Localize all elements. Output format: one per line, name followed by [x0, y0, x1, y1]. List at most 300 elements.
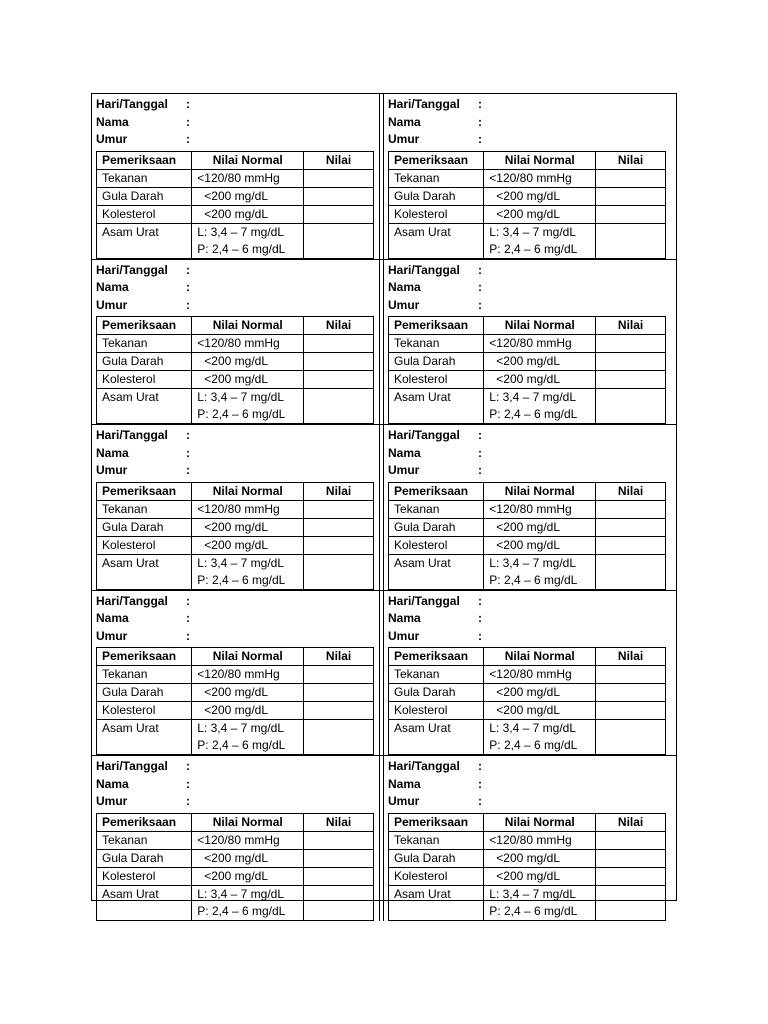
exam-name-cell: Gula Darah [389, 684, 484, 702]
normal-value-cell: <120/80 mmHg [192, 169, 304, 187]
value-input-cell[interactable] [596, 720, 666, 755]
exam-name-cell: Asam Urat [389, 554, 484, 589]
value-input-cell[interactable] [304, 684, 374, 702]
normal-value-cell [484, 720, 596, 755]
age-row [96, 462, 377, 480]
normal-male-text: L: 3,4 – 7 mg/dL [197, 886, 285, 901]
table-row [389, 536, 666, 554]
date-row [96, 427, 377, 445]
name-row [96, 445, 377, 463]
table-row [97, 702, 374, 720]
normal-value-cell: <200 mg/dL [484, 536, 596, 554]
normal-value-cell: <120/80 mmHg [192, 666, 304, 684]
value-input-cell[interactable] [304, 702, 374, 720]
table-row [97, 169, 374, 187]
table-row [97, 353, 374, 371]
normal-value-cell [192, 720, 304, 755]
value-input-cell[interactable] [596, 371, 666, 389]
date-label: Hari/Tanggal [96, 759, 168, 773]
exam-name-cell: Kolesterol [389, 867, 484, 885]
exam-header-row [389, 317, 666, 335]
name-row [388, 114, 670, 132]
exam-name-cell: Asam Urat [97, 720, 192, 755]
normal-male-text: L: 3,4 – 7 mg/dL [489, 224, 577, 239]
exam-name-cell: Tekanan [97, 831, 192, 849]
normal-header: Nilai Normal [192, 151, 304, 169]
value-header: Nilai [304, 482, 374, 500]
normal-value-cell: <120/80 mmHg [484, 831, 596, 849]
age-colon: : [478, 463, 482, 477]
exam-name-cell: Gula Darah [389, 187, 484, 205]
exam-name-cell: Kolesterol [97, 702, 192, 720]
date-row [96, 96, 377, 114]
name-colon: : [186, 280, 190, 294]
age-label: Umur [388, 794, 420, 808]
table-row [389, 702, 666, 720]
exam-table [388, 316, 666, 424]
patient-card [92, 260, 384, 426]
table-row [97, 684, 374, 702]
value-header: Nilai [304, 813, 374, 831]
age-label: Umur [388, 463, 420, 477]
age-row [96, 793, 377, 811]
normal-value-cell: <200 mg/dL [192, 849, 304, 867]
normal-value-cell [484, 389, 596, 424]
exam-name-cell: Kolesterol [97, 867, 192, 885]
exam-name-cell: Asam Urat [97, 554, 192, 589]
date-label: Hari/Tanggal [388, 428, 460, 442]
value-input-cell[interactable] [304, 867, 374, 885]
value-input-cell[interactable] [304, 849, 374, 867]
normal-header: Nilai Normal [484, 813, 596, 831]
exam-name-cell: Tekanan [97, 500, 192, 518]
exam-name-cell: Kolesterol [97, 205, 192, 223]
normal-value-cell [192, 223, 304, 258]
name-label: Nama [388, 611, 421, 625]
normal-value-cell: <120/80 mmHg [484, 335, 596, 353]
exam-name-cell: Asam Urat [389, 720, 484, 755]
value-input-cell[interactable] [596, 205, 666, 223]
exam-header: Pemeriksaan [97, 317, 192, 335]
table-row [97, 518, 374, 536]
value-input-cell[interactable] [596, 518, 666, 536]
age-colon: : [186, 628, 190, 643]
normal-female-text: P: 2,4 – 6 mg/dL [489, 738, 578, 752]
exam-table [96, 482, 374, 590]
normal-header: Nilai Normal [192, 482, 304, 500]
exam-table [388, 151, 666, 259]
exam-table [96, 316, 374, 424]
normal-header: Nilai Normal [484, 482, 596, 500]
exam-name-cell: Kolesterol [389, 536, 484, 554]
exam-header-row [389, 482, 666, 500]
table-row [97, 666, 374, 684]
exam-name-cell: Kolesterol [389, 371, 484, 389]
value-input-cell[interactable] [304, 831, 374, 849]
name-colon: : [186, 611, 190, 625]
table-row [389, 187, 666, 205]
table-row [97, 831, 374, 849]
normal-value-cell [484, 554, 596, 589]
exam-name-cell: Asam Urat [389, 389, 484, 424]
exam-name-cell: Tekanan [389, 666, 484, 684]
patient-card [384, 260, 676, 426]
table-row [389, 335, 666, 353]
name-label: Nama [388, 776, 421, 791]
age-label: Umur [96, 132, 128, 146]
patient-card [92, 425, 384, 591]
exam-table [96, 151, 374, 259]
age-colon: : [186, 297, 190, 312]
name-row [96, 279, 377, 297]
name-label: Nama [388, 280, 421, 294]
normal-male-text: L: 3,4 – 7 mg/dL [197, 721, 285, 735]
normal-value-cell: <120/80 mmHg [484, 666, 596, 684]
exam-table [388, 647, 666, 755]
normal-value-cell: <120/80 mmHg [192, 500, 304, 518]
value-input-cell[interactable] [596, 335, 666, 353]
name-colon: : [186, 445, 190, 460]
table-row [97, 720, 374, 755]
normal-value-cell: <200 mg/dL [484, 684, 596, 702]
date-label: Hari/Tanggal [96, 262, 168, 277]
exam-name-cell: Tekanan [389, 831, 484, 849]
value-input-cell[interactable] [596, 187, 666, 205]
value-input-cell[interactable] [596, 500, 666, 518]
table-row [389, 371, 666, 389]
value-input-cell[interactable] [596, 849, 666, 867]
exam-name-cell: Asam Urat [389, 885, 484, 920]
value-input-cell[interactable] [596, 831, 666, 849]
name-label: Nama [96, 776, 129, 791]
value-input-cell[interactable] [304, 223, 374, 258]
exam-name-cell: Asam Urat [97, 389, 192, 424]
exam-table [388, 482, 666, 590]
date-colon: : [478, 262, 482, 277]
table-row [97, 187, 374, 205]
exam-header: Pemeriksaan [97, 813, 192, 831]
patient-card [92, 756, 384, 921]
normal-value-cell: <200 mg/dL [192, 518, 304, 536]
table-row [97, 867, 374, 885]
date-colon: : [478, 759, 482, 773]
value-input-cell[interactable] [304, 205, 374, 223]
age-label: Umur [96, 628, 128, 643]
exam-name-cell: Kolesterol [97, 371, 192, 389]
age-colon: : [478, 628, 482, 643]
value-input-cell[interactable] [596, 554, 666, 589]
normal-value-cell: <200 mg/dL [192, 205, 304, 223]
normal-header: Nilai Normal [192, 317, 304, 335]
exam-name-cell: Gula Darah [97, 518, 192, 536]
age-row [388, 297, 670, 315]
name-row [388, 445, 670, 463]
exam-table [388, 813, 666, 921]
patient-card [92, 591, 384, 757]
name-label: Nama [388, 114, 421, 129]
value-input-cell[interactable] [304, 500, 374, 518]
normal-value-cell: <200 mg/dL [484, 187, 596, 205]
value-input-cell[interactable] [596, 666, 666, 684]
normal-value-cell: <200 mg/dL [484, 867, 596, 885]
exam-header-row [389, 813, 666, 831]
normal-value-cell: <200 mg/dL [192, 371, 304, 389]
value-input-cell[interactable] [596, 885, 666, 920]
table-row [97, 849, 374, 867]
normal-value-cell [484, 885, 596, 920]
date-row [96, 758, 377, 776]
exam-header-row [97, 813, 374, 831]
exam-table [96, 813, 374, 921]
value-input-cell[interactable] [596, 169, 666, 187]
table-row [389, 500, 666, 518]
name-row [388, 776, 670, 794]
normal-male-text: L: 3,4 – 7 mg/dL [197, 224, 285, 239]
normal-value-cell: <200 mg/dL [484, 518, 596, 536]
patient-card [384, 94, 676, 260]
table-row [97, 500, 374, 518]
name-colon: : [186, 776, 190, 791]
table-row [389, 223, 666, 258]
age-row [388, 793, 670, 811]
value-input-cell[interactable] [596, 536, 666, 554]
table-row [97, 389, 374, 424]
normal-value-cell: <200 mg/dL [484, 371, 596, 389]
table-row [97, 335, 374, 353]
table-row [97, 223, 374, 258]
age-label: Umur [96, 794, 128, 808]
value-input-cell[interactable] [304, 720, 374, 755]
date-colon: : [478, 593, 482, 608]
exam-name-cell: Gula Darah [97, 849, 192, 867]
normal-header: Nilai Normal [484, 317, 596, 335]
value-input-cell[interactable] [304, 666, 374, 684]
name-colon: : [186, 114, 190, 129]
patient-card [384, 425, 676, 591]
date-row [388, 593, 670, 611]
date-row [388, 96, 670, 114]
value-input-cell[interactable] [596, 867, 666, 885]
value-header: Nilai [596, 317, 666, 335]
age-row [388, 628, 670, 646]
table-row [389, 169, 666, 187]
date-row [96, 262, 377, 280]
exam-name-cell: Gula Darah [97, 684, 192, 702]
value-input-cell[interactable] [596, 223, 666, 258]
normal-male-text: L: 3,4 – 7 mg/dL [489, 555, 577, 570]
normal-value-cell [484, 223, 596, 258]
age-row [96, 131, 377, 149]
table-row [97, 371, 374, 389]
table-row [97, 536, 374, 554]
age-colon: : [478, 297, 482, 312]
exam-name-cell: Asam Urat [97, 223, 192, 258]
value-input-cell[interactable] [304, 389, 374, 424]
value-input-cell[interactable] [304, 885, 374, 920]
name-label: Nama [96, 114, 129, 129]
normal-value-cell: <200 mg/dL [484, 353, 596, 371]
normal-female-text: P: 2,4 – 6 mg/dL [197, 572, 286, 587]
value-input-cell[interactable] [304, 518, 374, 536]
exam-name-cell: Kolesterol [389, 205, 484, 223]
name-colon: : [478, 280, 482, 294]
age-label: Umur [388, 628, 420, 643]
exam-name-cell: Asam Urat [389, 223, 484, 258]
table-row [97, 554, 374, 589]
normal-value-cell [192, 389, 304, 424]
value-header: Nilai [596, 151, 666, 169]
age-label: Umur [96, 297, 128, 312]
normal-female-text: P: 2,4 – 6 mg/dL [197, 407, 286, 421]
age-label: Umur [388, 132, 420, 146]
normal-male-text: L: 3,4 – 7 mg/dL [197, 555, 285, 570]
age-colon: : [478, 794, 482, 808]
table-row [389, 518, 666, 536]
date-label: Hari/Tanggal [388, 97, 460, 111]
exam-name-cell: Gula Darah [389, 849, 484, 867]
normal-female-text: P: 2,4 – 6 mg/dL [197, 241, 286, 256]
normal-male-text: L: 3,4 – 7 mg/dL [489, 886, 577, 901]
age-colon: : [186, 463, 190, 477]
value-header: Nilai [304, 151, 374, 169]
normal-value-cell: <200 mg/dL [192, 867, 304, 885]
exam-header: Pemeriksaan [97, 648, 192, 666]
age-colon: : [186, 132, 190, 146]
exam-name-cell: Gula Darah [97, 353, 192, 371]
date-label: Hari/Tanggal [388, 759, 460, 773]
date-colon: : [186, 593, 190, 608]
date-colon: : [186, 97, 190, 111]
table-row [389, 205, 666, 223]
normal-male-text: L: 3,4 – 7 mg/dL [489, 390, 577, 404]
normal-header: Nilai Normal [192, 813, 304, 831]
age-row [388, 131, 670, 149]
date-colon: : [478, 428, 482, 442]
exam-header-row [97, 317, 374, 335]
table-row [389, 684, 666, 702]
form-sheet [91, 93, 677, 918]
name-colon: : [478, 611, 482, 625]
value-input-cell[interactable] [596, 684, 666, 702]
date-colon: : [478, 97, 482, 111]
table-row [97, 205, 374, 223]
exam-name-cell: Gula Darah [97, 187, 192, 205]
value-header: Nilai [304, 648, 374, 666]
exam-name-cell: Kolesterol [389, 702, 484, 720]
exam-name-cell: Tekanan [389, 500, 484, 518]
normal-header: Nilai Normal [484, 648, 596, 666]
exam-name-cell: Gula Darah [389, 518, 484, 536]
date-colon: : [186, 759, 190, 773]
table-row [389, 720, 666, 755]
normal-value-cell: <120/80 mmHg [192, 335, 304, 353]
name-row [96, 114, 377, 132]
name-colon: : [478, 114, 482, 129]
exam-table [96, 647, 374, 755]
exam-header: Pemeriksaan [389, 813, 484, 831]
table-row [389, 867, 666, 885]
exam-name-cell: Tekanan [97, 666, 192, 684]
value-input-cell[interactable] [596, 353, 666, 371]
normal-value-cell: <200 mg/dL [192, 702, 304, 720]
age-row [96, 297, 377, 315]
table-row [97, 885, 374, 920]
exam-header-row [97, 151, 374, 169]
exam-name-cell: Tekanan [97, 335, 192, 353]
patient-card [384, 756, 676, 921]
date-label: Hari/Tanggal [388, 262, 460, 277]
age-row [96, 628, 377, 646]
name-label: Nama [388, 445, 421, 460]
age-row [388, 462, 670, 480]
name-colon: : [478, 445, 482, 460]
normal-female-text: P: 2,4 – 6 mg/dL [489, 407, 578, 421]
exam-name-cell: Tekanan [389, 335, 484, 353]
exam-name-cell: Asam Urat [97, 885, 192, 920]
value-input-cell[interactable] [596, 702, 666, 720]
normal-female-text: P: 2,4 – 6 mg/dL [197, 903, 286, 918]
value-input-cell[interactable] [304, 554, 374, 589]
normal-value-cell: <120/80 mmHg [484, 500, 596, 518]
value-header: Nilai [596, 648, 666, 666]
value-input-cell[interactable] [596, 389, 666, 424]
exam-header: Pemeriksaan [389, 648, 484, 666]
table-row [389, 353, 666, 371]
exam-name-cell: Tekanan [97, 169, 192, 187]
normal-value-cell: <120/80 mmHg [192, 831, 304, 849]
date-row [388, 262, 670, 280]
normal-value-cell: <200 mg/dL [484, 205, 596, 223]
normal-female-text: P: 2,4 – 6 mg/dL [489, 572, 578, 587]
value-input-cell[interactable] [304, 187, 374, 205]
date-row [388, 427, 670, 445]
age-label: Umur [388, 297, 420, 312]
exam-name-cell: Tekanan [389, 169, 484, 187]
normal-value-cell: <200 mg/dL [192, 353, 304, 371]
value-input-cell[interactable] [304, 371, 374, 389]
date-label: Hari/Tanggal [388, 593, 460, 608]
normal-value-cell: <200 mg/dL [484, 702, 596, 720]
name-label: Nama [96, 611, 129, 625]
table-row [389, 389, 666, 424]
normal-value-cell: <200 mg/dL [484, 849, 596, 867]
date-label: Hari/Tanggal [96, 97, 168, 111]
patient-card [384, 591, 676, 757]
exam-header: Pemeriksaan [97, 482, 192, 500]
patient-card [92, 94, 384, 260]
normal-value-cell [192, 554, 304, 589]
normal-header: Nilai Normal [192, 648, 304, 666]
value-input-cell[interactable] [304, 335, 374, 353]
table-row [389, 885, 666, 920]
table-row [389, 849, 666, 867]
table-row [389, 831, 666, 849]
value-input-cell[interactable] [304, 353, 374, 371]
value-input-cell[interactable] [304, 536, 374, 554]
exam-name-cell: Gula Darah [389, 353, 484, 371]
name-label: Nama [96, 445, 129, 460]
value-header: Nilai [596, 482, 666, 500]
date-colon: : [186, 262, 190, 277]
exam-header-row [389, 151, 666, 169]
exam-header-row [389, 648, 666, 666]
value-input-cell[interactable] [304, 169, 374, 187]
name-colon: : [478, 776, 482, 791]
date-row [96, 593, 377, 611]
exam-header-row [97, 648, 374, 666]
exam-header-row [97, 482, 374, 500]
date-label: Hari/Tanggal [96, 428, 168, 442]
